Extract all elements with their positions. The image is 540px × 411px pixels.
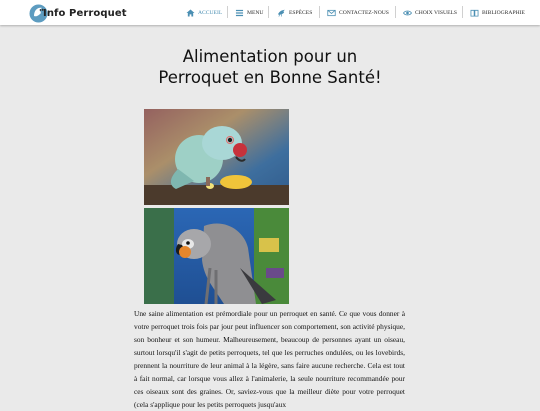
bird-icon	[277, 9, 286, 17]
african-grey-parrot-photo	[144, 208, 289, 304]
ring-necked-parakeet-photo	[144, 109, 289, 205]
mail-icon	[327, 9, 336, 17]
page-title	[120, 46, 420, 88]
nav-accueil-label: ACCUEIL	[198, 9, 223, 16]
nav-contact[interactable]	[327, 0, 389, 25]
page-title-line-1: Alimentation pour un	[182, 47, 358, 66]
eye-icon	[403, 9, 412, 17]
book-icon	[470, 9, 479, 17]
nav-bibliographie[interactable]	[470, 0, 525, 25]
nav-especes-label: ESPÈCES	[289, 9, 313, 16]
nav-menu[interactable]	[235, 0, 263, 25]
page-title-line-2: Perroquet en Bonne Santé!	[158, 68, 382, 87]
nav-menu-label: MENU	[247, 9, 264, 16]
nav-divider	[227, 6, 228, 18]
nav-divider	[268, 6, 269, 18]
home-icon	[186, 9, 195, 17]
nav-bibliographie-label: BIBLIOGRAPHIE	[482, 9, 525, 16]
nav-choix-visuels-label: CHOIX VISUELS	[415, 9, 458, 16]
nav-especes[interactable]	[277, 0, 312, 25]
nav-divider	[395, 6, 396, 18]
article-body: Une saine alimentation est prémordiale pour un perroquet en santé. Ce que vous donner à votre perroquet trois fois par jour peut influencer son comportement, son activité physique, son bonheur et son humeur. Malheureusement, beaucoup de personnes ayant un oiseau, surtout lorsqu'il s'agit de petits perroquets, tel que les perruches ondulées, ou les lovebirds, prennent la nourriture de leur animal à la légère, sans faire aucune recherche. Cela est tout à fait normal, car lorsque vous allez à l'animalerie, la seule nourriture recommandée pour ces oiseaux sont des graines. Or, saviez-vous que la meilleur diète pour votre perroquet (cela s'applique pour les petits perroquets jusqu'aux	[134, 309, 405, 409]
top-navigation-bar	[0, 0, 540, 25]
menu-icon	[235, 9, 244, 17]
nav-accueil[interactable]	[186, 0, 222, 25]
logo-text: Info Perroquet	[43, 8, 127, 19]
nav-divider	[462, 6, 463, 18]
nav-contact-label: CONTACTEZ-NOUS	[339, 9, 389, 16]
nav-choix-visuels[interactable]	[403, 0, 457, 25]
nav-divider	[319, 6, 320, 18]
